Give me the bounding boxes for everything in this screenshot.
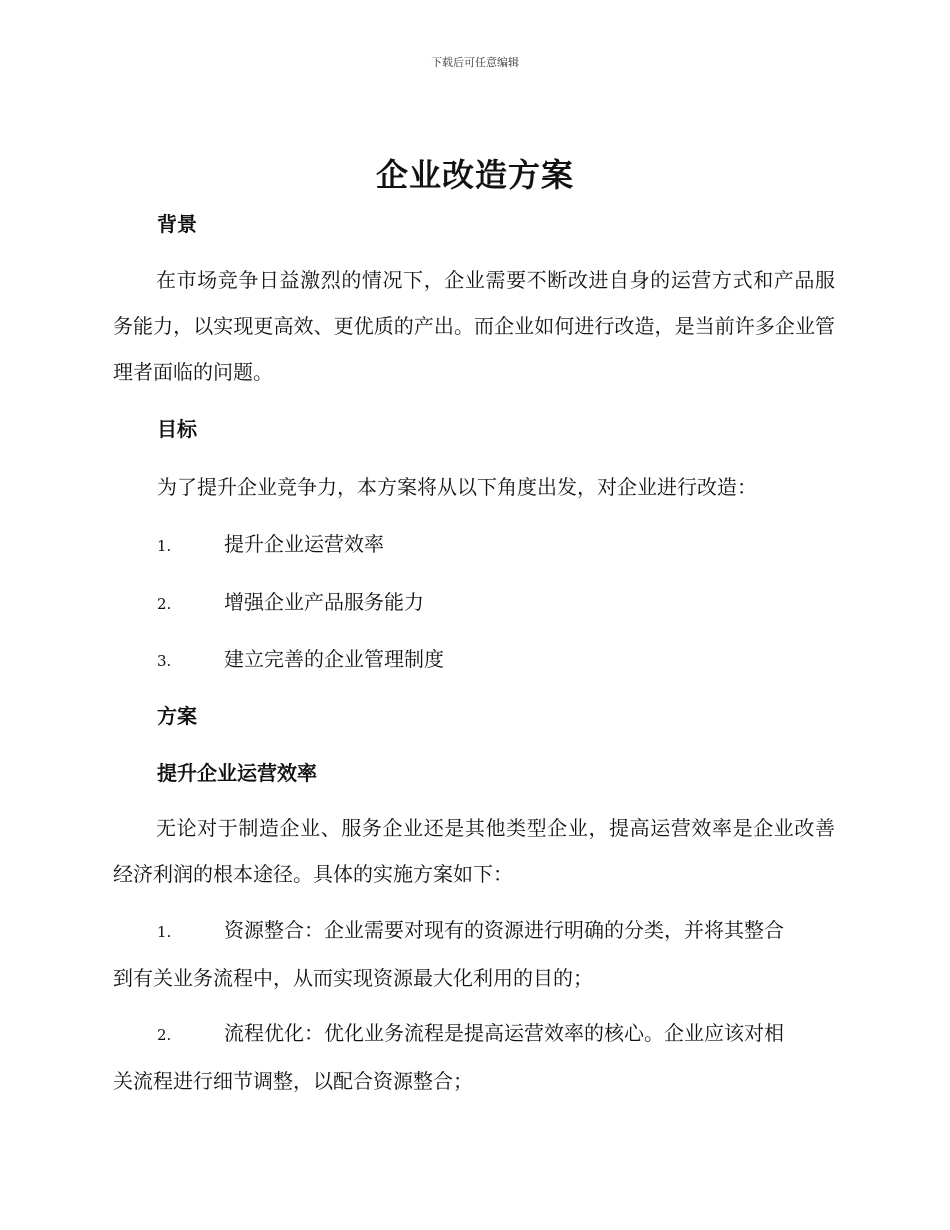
- plan-list-item: [113, 907, 835, 1001]
- background-paragraph: 在市场竞争日益激烈的情况下，企业需要不断改进自身的运营方式和产品服务能力，以实现更高效、更优质的产出。而企业如何进行改造，是当前许多企业管理者面临的问题。: [113, 268, 835, 384]
- section-heading-goal: 目标: [157, 417, 197, 441]
- list-item-text-line1: 流程优化：优化业务流程是提高运营效率的核心。企业应该对相: [224, 1021, 784, 1045]
- goal-list-item: [157, 528, 384, 557]
- list-item-text-line1: 资源整合：企业需要对现有的资源进行明确的分类，并将其整合: [224, 918, 784, 942]
- goal-list-item: [157, 643, 444, 672]
- list-item-text-line2: 关流程进行细节调整，以配合资源整合；: [113, 1069, 473, 1093]
- header-note: 下载后可任意编辑: [431, 56, 519, 69]
- list-number: 2.: [157, 1026, 172, 1044]
- list-item-text-line2: 到有关业务流程中，从而实现资源最大化利用的目的；: [113, 966, 593, 990]
- list-number: 1.: [157, 923, 172, 941]
- section-heading-plan: 方案: [157, 704, 197, 728]
- goal-intro: 为了提升企业竞争力，本方案将从以下角度出发，对企业进行改造：: [157, 475, 757, 499]
- plan-list-item: [113, 1010, 835, 1104]
- document-title: 企业改造方案: [375, 156, 574, 194]
- list-item-text: 提升企业运营效率: [224, 532, 384, 556]
- goal-list-item: [157, 586, 424, 615]
- subsection-heading: 提升企业运营效率: [157, 761, 317, 785]
- list-item-text: 建立完善的企业管理制度: [224, 647, 444, 671]
- list-number: 3.: [157, 652, 172, 670]
- plan-paragraph: 无论对于制造企业、服务企业还是其他类型企业，提高运营效率是企业改善经济利润的根本途径。具体的实施方案如下：: [113, 816, 835, 886]
- list-item-text: 增强企业产品服务能力: [224, 590, 424, 614]
- section-heading-background: 背景: [157, 212, 197, 236]
- list-number: 1.: [157, 537, 172, 555]
- list-number: 2.: [157, 595, 172, 613]
